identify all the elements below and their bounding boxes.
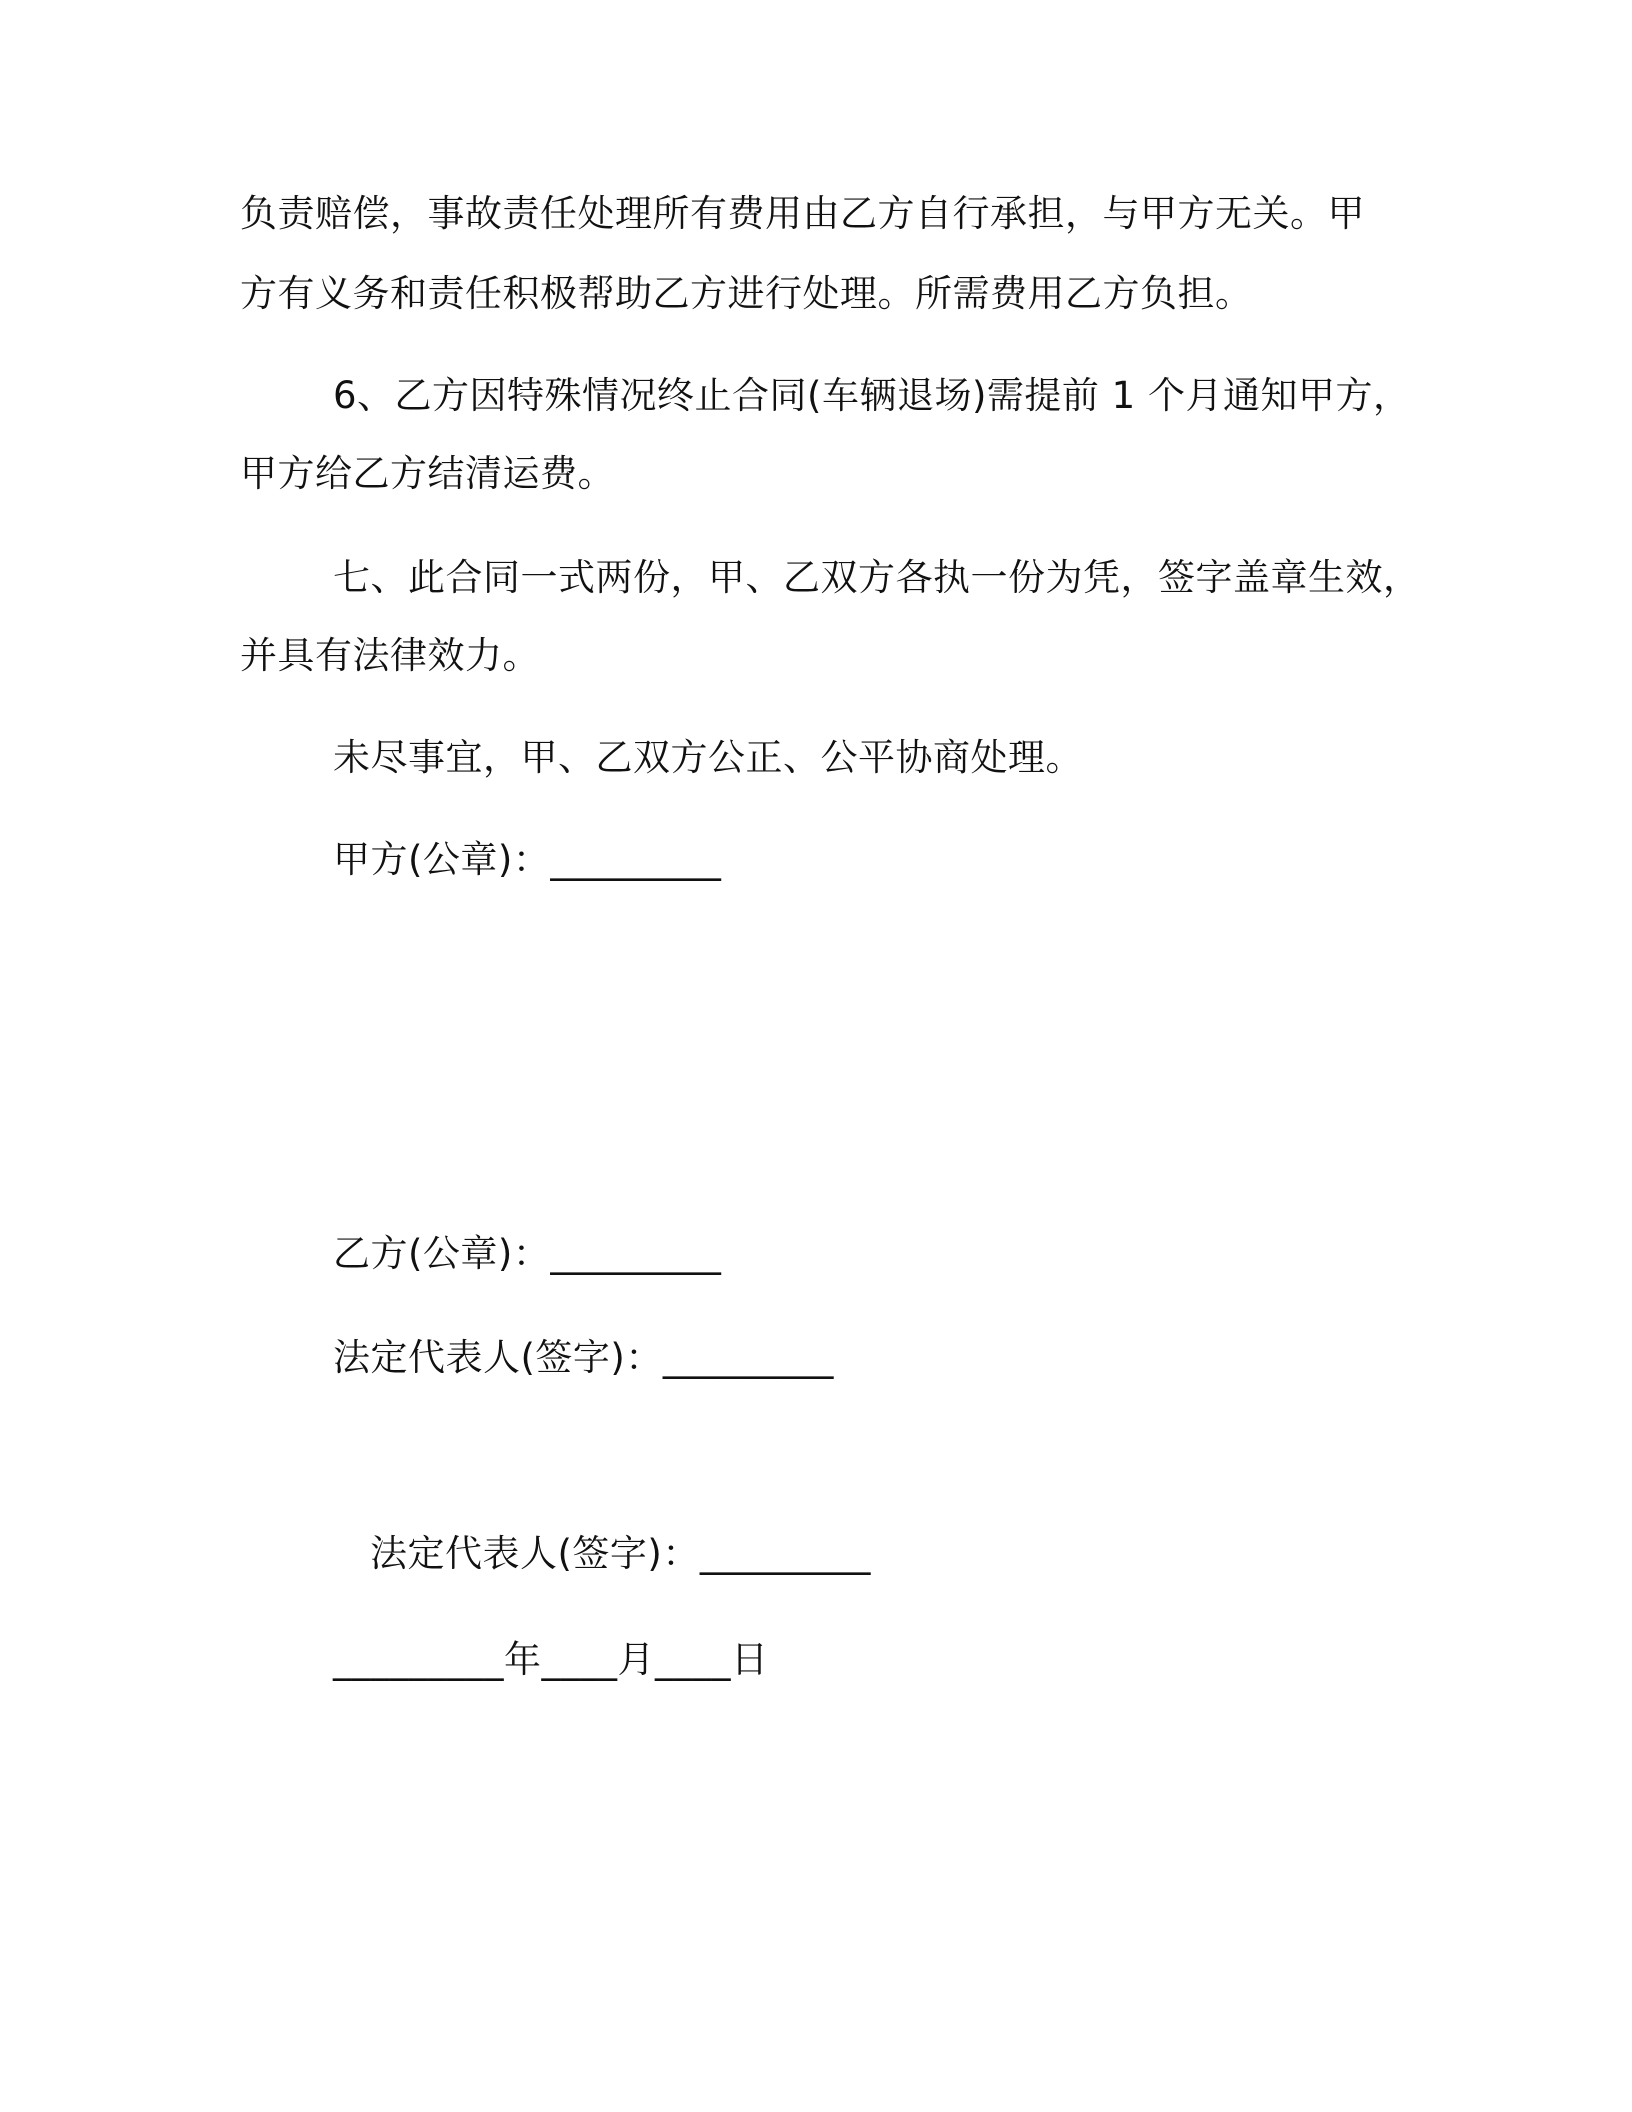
paragraph-7-line-2: 并具有法律效力。: [240, 634, 540, 677]
legal-representative-signature-1: 法定代表人(签字)：_________: [333, 1336, 834, 1379]
closing-note: 未尽事宜，甲、乙双方公正、公平协商处理。: [333, 736, 1083, 779]
paragraph-7-line-1: 七、此合同一式两份，甲、乙双方各执一份为凭，签字盖章生效，: [333, 556, 1421, 599]
paragraph-5-line-1: 负责赔偿，事故责任处理所有费用由乙方自行承担，与甲方无关。甲: [240, 192, 1365, 235]
party-a-seal-line: 甲方(公章)：_________: [333, 838, 722, 881]
paragraph-5-line-2: 方有义务和责任积极帮助乙方进行处理。所需费用乙方负担。: [240, 272, 1253, 315]
paragraph-6-line-2: 甲方给乙方结清运费。: [240, 452, 615, 495]
legal-representative-signature-2: 法定代表人(签字)：_________: [370, 1532, 871, 1575]
date-line: _________年____月____日: [333, 1638, 769, 1681]
paragraph-6-line-1: 6、乙方因特殊情况终止合同(车辆退场)需提前 1 个月通知甲方，: [333, 374, 1411, 417]
party-b-seal-line: 乙方(公章)：_________: [333, 1232, 722, 1275]
